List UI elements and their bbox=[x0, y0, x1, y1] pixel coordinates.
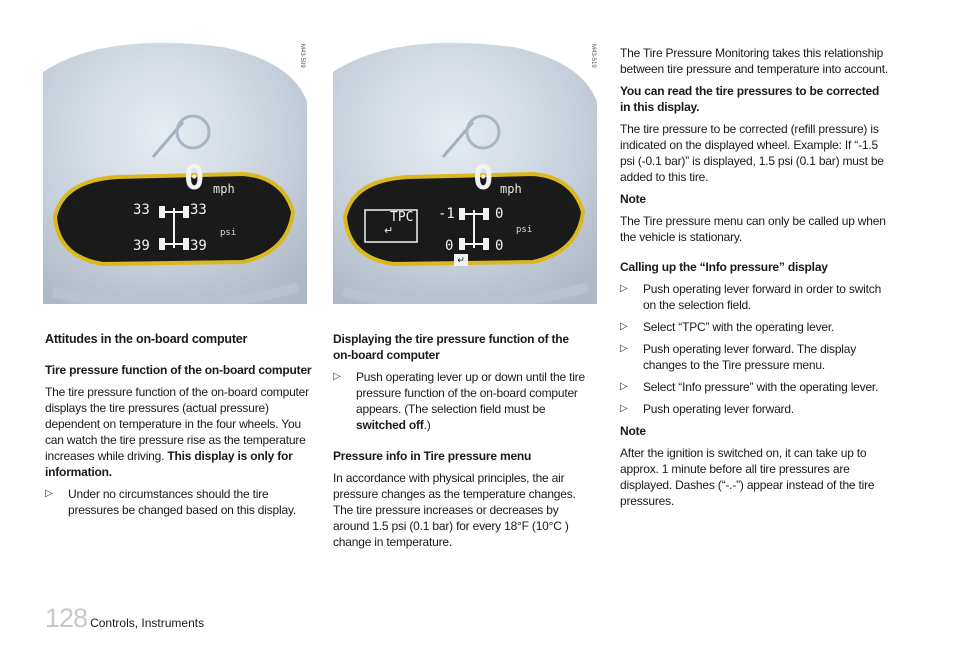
note-label: Note bbox=[620, 424, 646, 438]
bullet-marker-icon: ▷ bbox=[333, 371, 341, 382]
right-return-box-icon: ↵ bbox=[454, 254, 468, 266]
column-3 bbox=[620, 45, 892, 515]
list-item-text: Select “Info pressure” with the operating lever. bbox=[643, 380, 879, 394]
right-front-right: 0 bbox=[495, 206, 504, 222]
list-item-end: .) bbox=[423, 418, 431, 432]
return-arrow-icon: ↵ bbox=[384, 225, 394, 237]
paragraph-relationship: The Tire Pressure Monitoring takes this relationship between tire pressure and temperature into account. bbox=[620, 46, 888, 76]
list-item-text: Push operating lever forward. bbox=[643, 402, 794, 416]
section-title: Controls, Instruments bbox=[90, 616, 205, 630]
right-speed: 0 bbox=[473, 158, 494, 198]
paragraph-text: The tire pressure function of the on-board computer displays the tire pressures (actual pressure) dependent on temperature in the four wheels. You can watch the tire pressure rise as the temperature increases while driving. bbox=[45, 385, 309, 463]
bullet-marker-icon: ▷ bbox=[620, 343, 628, 354]
heading-displaying: Displaying the tire pressure function of the on-board computer bbox=[333, 332, 569, 362]
heading-calling-up: Calling up the “Info pressure” display bbox=[620, 260, 828, 274]
note-label: Note bbox=[620, 192, 646, 206]
left-front-left: 33 bbox=[133, 202, 150, 218]
bullet-marker-icon: ▷ bbox=[620, 403, 628, 414]
paragraph-tire-pressure-function bbox=[45, 384, 315, 480]
left-front-right: 33 bbox=[190, 202, 207, 218]
right-unit-pressure: psi bbox=[516, 225, 533, 235]
left-unit-pressure: psi bbox=[220, 228, 237, 238]
list-item bbox=[620, 319, 892, 335]
page-footer bbox=[45, 603, 204, 634]
list-item bbox=[333, 369, 585, 433]
figure-right-code: M43-519 bbox=[590, 44, 596, 68]
list-item-main: Push operating lever up or down until the tire pressure function of the on-board computer appears. (The selection field must be bbox=[356, 370, 585, 416]
left-unit-speed: mph bbox=[213, 182, 235, 196]
paragraph-bold: This display is only for information. bbox=[45, 449, 293, 479]
column-2 bbox=[333, 331, 585, 556]
right-rear-left: 0 bbox=[445, 238, 454, 254]
right-rear-right: 0 bbox=[495, 238, 504, 254]
bullet-marker-icon: ▷ bbox=[620, 381, 628, 392]
bold-correct-display: You can read the tire pressures to be corrected in this display. bbox=[620, 84, 880, 114]
subheading-tire-pressure-function: Tire pressure function of the on-board computer bbox=[45, 363, 312, 377]
right-car-outline-icon bbox=[458, 206, 490, 252]
list-item-bold: switched off bbox=[356, 418, 424, 432]
figure-left-display bbox=[43, 42, 307, 304]
list-item bbox=[620, 379, 892, 395]
heading-attitudes: Attitudes in the on-board computer bbox=[45, 332, 248, 346]
bullet-marker-icon: ▷ bbox=[620, 283, 628, 294]
left-rear-left: 39 bbox=[133, 238, 150, 254]
tpc-menu-label: TPC bbox=[390, 210, 414, 225]
list-item-text: Under no circumstances should the tire pressures be changed based on this display. bbox=[68, 487, 296, 517]
bullet-marker-icon: ▷ bbox=[620, 321, 628, 332]
list-item-text: Select “TPC” with the operating lever. bbox=[643, 320, 835, 334]
list-item-text bbox=[356, 369, 585, 433]
note-text: The Tire pressure menu can only be called up when the vehicle is stationary. bbox=[620, 214, 886, 244]
bullet-marker-icon: ▷ bbox=[45, 488, 53, 499]
list-item-text: Push operating lever forward in order to switch on the selection field. bbox=[643, 282, 882, 312]
right-front-left: -1 bbox=[438, 206, 455, 222]
subheading-pressure-info: Pressure info in Tire pressure menu bbox=[333, 449, 532, 463]
right-unit-speed: mph bbox=[500, 182, 522, 196]
paragraph-physical-principles: In accordance with physical principles, the air pressure changes as the temperature changes. The tire pressure increases or decreases by around 1.5 psi (0.1 bar) for every 18°F (10°C ) change in temperature. bbox=[333, 471, 576, 549]
note-text: After the ignition is switched on, it can take up to approx. 1 minute before all tire pressures are displayed. Dashes (“-.-”) appear instead of the tire pressures. bbox=[620, 446, 875, 508]
list-item bbox=[620, 281, 892, 313]
left-rear-right: 39 bbox=[190, 238, 207, 254]
list-item-text: Push operating lever forward. The display changes to the Tire pressure menu. bbox=[643, 342, 857, 372]
column-1 bbox=[45, 331, 315, 524]
list-item bbox=[620, 341, 892, 373]
page-number: 128 bbox=[45, 603, 88, 633]
left-speed: 0 bbox=[184, 158, 205, 198]
paragraph-refill: The tire pressure to be corrected (refill pressure) is indicated on the displayed wheel. Example: If “-1.5 psi (-0.1 bar)” is displayed, 1.5 psi (0.1 bar) must be added to this tire. bbox=[620, 122, 884, 184]
left-car-outline-icon bbox=[158, 204, 190, 252]
list-item bbox=[45, 486, 315, 518]
figure-left-code: M43-599 bbox=[299, 44, 305, 68]
list-item bbox=[620, 401, 892, 417]
